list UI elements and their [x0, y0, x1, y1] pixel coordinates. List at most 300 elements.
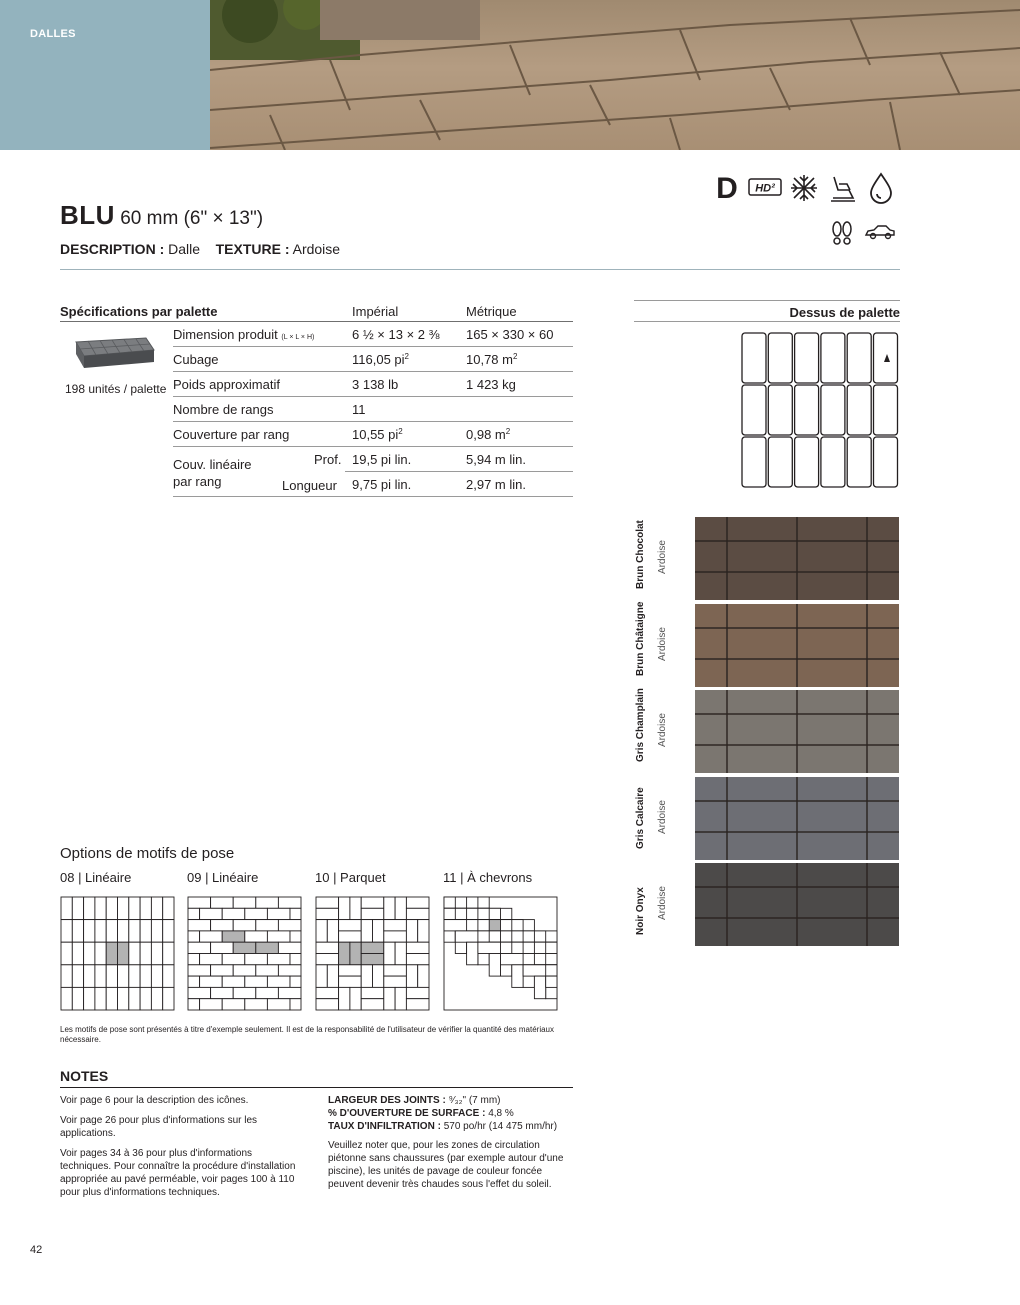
section-tag: DALLES [30, 28, 76, 40]
paver-unit [350, 987, 361, 1010]
paver-unit [361, 942, 384, 953]
paver-unit [339, 976, 362, 987]
spec-row [173, 347, 573, 372]
paver-unit [361, 999, 384, 1010]
paver-unit [455, 931, 478, 942]
joint-width-label: LARGEUR DES JOINTS : [328, 1095, 446, 1106]
spec-metric-value: 10,78 m [466, 352, 513, 367]
paver-unit [546, 976, 557, 987]
paver-unit [151, 920, 162, 943]
paver-unit [350, 942, 361, 965]
spec-metric [466, 427, 510, 442]
paver-unit [188, 954, 200, 965]
paver-unit [501, 954, 524, 965]
paver-unit [316, 999, 339, 1010]
paver-unit [373, 965, 384, 988]
paver-unit [245, 931, 268, 942]
paver-unit [489, 954, 500, 977]
spec-row [173, 372, 573, 397]
paver-unit [118, 920, 129, 943]
unit-exponent: 2 [404, 352, 409, 361]
paver-unit [188, 942, 211, 953]
notes-title: NOTES [60, 1068, 109, 1084]
hero-photo [210, 0, 1020, 150]
paver-unit [61, 897, 72, 920]
paver-unit [61, 987, 72, 1010]
pallet-top-diagram [741, 332, 901, 488]
pallet-slab [768, 437, 792, 487]
paver-unit [95, 920, 106, 943]
paver-unit [106, 942, 117, 965]
depth-label: Prof. [314, 452, 342, 467]
car-icon [864, 222, 896, 242]
paver-unit [361, 897, 384, 908]
joint-width-value: ⁹⁄₃₂" (7 mm) [448, 1095, 501, 1106]
spec-label: Nombre de rangs [173, 402, 274, 417]
description-line [60, 241, 340, 257]
notes-divider [60, 1087, 573, 1088]
paver-unit [129, 942, 140, 965]
paver-unit [327, 965, 338, 988]
infiltration-value: 570 po/hr (14 475 mm/hr) [443, 1121, 558, 1132]
paver-unit [316, 897, 339, 908]
paver-unit [256, 987, 279, 998]
pallet-slab [847, 333, 871, 383]
paver-unit [106, 987, 117, 1010]
snowflake-icon [790, 174, 818, 202]
swatch-joints [695, 517, 899, 600]
paver-unit [290, 976, 301, 987]
paver-unit [278, 987, 301, 998]
paver-unit [72, 920, 83, 943]
seat-icon [829, 174, 857, 202]
paver-unit [222, 999, 245, 1010]
description-label: DESCRIPTION : [60, 241, 165, 257]
paver-unit [222, 931, 245, 942]
color-name: Brun Chocolat [635, 520, 646, 589]
paver-unit [316, 942, 339, 953]
spec-header-metric: Métrique [466, 304, 517, 319]
paver-unit [118, 897, 129, 920]
section-band [0, 0, 210, 150]
joint-width [328, 1094, 568, 1107]
units-per-pallet: 198 unités / palette [65, 382, 167, 396]
notes-left-column [60, 1094, 300, 1206]
paver-unit [140, 897, 151, 920]
paver-unit [373, 920, 384, 943]
paver-unit [200, 931, 223, 942]
paver-unit [478, 942, 501, 953]
paver-unit [118, 965, 129, 988]
paver-unit [278, 965, 301, 976]
spec-metric: 165 × 330 × 60 [466, 327, 554, 342]
color-name: Gris Calcaire [635, 786, 646, 849]
paver-unit [512, 965, 523, 988]
spec-imperial: 11 [352, 402, 366, 417]
paver-unit [384, 942, 395, 965]
paver-unit [406, 954, 429, 965]
paver-unit [106, 920, 117, 943]
paver-unit [245, 976, 268, 987]
paver-unit [384, 987, 395, 1010]
paver-unit [129, 987, 140, 1010]
paver-unit [444, 897, 455, 908]
pallet-slab [874, 385, 898, 435]
pattern-linear-09-diagram [187, 896, 302, 1011]
paver-unit [188, 931, 200, 942]
paver-unit [163, 965, 174, 988]
heat-warning: Veuillez noter que, pour les zones de circulation piétonne sans chaussures (par exemple autour d'une piscine), les unités de pavage de couleur foncée peuvent devenir très chaudes sous l'effet du soleil. [328, 1140, 564, 1190]
spec-imperial: 3 138 lb [352, 377, 399, 392]
paver-unit [361, 965, 372, 988]
paver-unit [211, 987, 234, 998]
swatch-joints [695, 604, 899, 687]
spec-row [173, 472, 573, 497]
paver-unit [316, 920, 327, 943]
color-name: Brun Châtaigne [635, 601, 646, 676]
paver-unit [267, 908, 290, 919]
paver-unit [384, 965, 407, 976]
paver-unit [61, 965, 72, 988]
paver-unit [118, 942, 129, 965]
paver-unit [188, 920, 211, 931]
paver-unit [350, 897, 361, 920]
surface-opening [328, 1107, 568, 1120]
paver-unit [384, 897, 395, 920]
pallet-slab [847, 437, 871, 487]
spec-metric: 2,97 m lin. [466, 477, 526, 492]
paver-unit [72, 965, 83, 988]
paver-unit [211, 942, 234, 953]
paver-unit [327, 920, 338, 943]
paver-unit [200, 908, 223, 919]
drop-icon [868, 172, 894, 204]
spec-label: Couverture par rang [173, 427, 290, 442]
paver-unit [188, 897, 211, 908]
spec-imperial: 19,5 pi lin. [352, 452, 412, 467]
spec-label: Poids approximatif [173, 377, 280, 392]
pattern-linear-08-diagram [60, 896, 175, 1011]
paver-unit [84, 965, 95, 988]
paver-unit [233, 965, 256, 976]
pattern-herringbone-diagram [443, 896, 558, 1011]
paver-unit [406, 897, 429, 908]
spec-row [345, 447, 573, 472]
infiltration-label: TAUX D'INFILTRATION : [328, 1121, 441, 1132]
paver-unit [188, 908, 200, 919]
paver-unit [406, 942, 429, 953]
paver-unit [256, 965, 279, 976]
title-divider [60, 269, 900, 270]
product-title [60, 200, 263, 231]
paver-unit [233, 897, 256, 908]
paver-unit [395, 897, 406, 920]
paver-unit [256, 920, 279, 931]
paver-unit [72, 942, 83, 965]
paver-unit [163, 897, 174, 920]
paver-unit [290, 999, 301, 1010]
paver-unit [278, 920, 301, 931]
paver-unit [163, 942, 174, 965]
patterns-title: Options de motifs de pose [60, 845, 235, 862]
paver-unit [467, 942, 478, 965]
color-name: Noir Onyx [635, 887, 646, 935]
pallet-slab [795, 437, 819, 487]
surface-opening-value: 4,8 % [488, 1108, 514, 1119]
paver-unit [278, 897, 301, 908]
pallet-slab [768, 333, 792, 383]
page-number: 42 [30, 1244, 43, 1256]
paver-image [68, 336, 156, 372]
paver-unit [106, 897, 117, 920]
color-swatch [695, 604, 899, 687]
spec-label: Cubage [173, 352, 219, 367]
spec-label [173, 327, 314, 342]
color-texture: Ardoise [657, 886, 668, 920]
color-texture: Ardoise [657, 540, 668, 574]
paver-unit [95, 942, 106, 965]
paver-unit [361, 908, 384, 919]
paver-unit [140, 987, 151, 1010]
color-swatch [695, 777, 899, 860]
spec-header-title: Spécifications par palette [60, 304, 218, 319]
paver-unit [406, 965, 417, 988]
paver-unit [211, 965, 234, 976]
pallet-slab [821, 385, 845, 435]
pallet-slab [742, 437, 766, 487]
paver-unit [267, 999, 290, 1010]
notes-right-column [328, 1094, 568, 1191]
note-paragraph: Voir page 26 pour plus d'informations sur les applications. [60, 1115, 258, 1139]
spec-metric [466, 352, 517, 367]
paver-unit [316, 954, 339, 965]
paver-unit [339, 920, 362, 931]
paver-unit [233, 987, 256, 998]
footprints-icon [830, 220, 854, 246]
pallet-title: Dessus de palette [789, 305, 900, 320]
paver-unit [233, 942, 256, 953]
paver-unit [444, 920, 467, 931]
unit-exponent: 2 [398, 427, 403, 436]
paver-unit [84, 942, 95, 965]
paver-unit [267, 976, 290, 987]
pattern-label: 08 | Linéaire [60, 870, 132, 885]
product-name: BLU [60, 200, 115, 230]
paver-unit [523, 965, 546, 976]
paver-unit [245, 954, 268, 965]
patterns-disclaimer: Les motifs de pose sont présentés à titre d'exemple seulement. Il est de la responsabilité de l'utilisateur de vérifier la quantité des matériaux nécessaire. [60, 1025, 554, 1044]
paver-unit [163, 920, 174, 943]
spec-imperial: 9,75 pi lin. [352, 477, 412, 492]
color-name: Gris Champlain [635, 688, 646, 762]
paver-unit [61, 942, 72, 965]
texture-value: Ardoise [292, 241, 341, 257]
paver-unit [129, 920, 140, 943]
pallet-slab [742, 333, 766, 383]
paver-unit [339, 965, 362, 976]
paver-unit [140, 920, 151, 943]
pallet-slab [874, 437, 898, 487]
pattern-label: 11 | À chevrons [443, 870, 533, 885]
note-paragraph: Voir page 6 pour la description des icônes. [60, 1095, 249, 1106]
spec-header-imperial: Impérial [352, 304, 399, 319]
paver-unit [316, 987, 339, 998]
paver-unit [361, 987, 384, 998]
paver-unit [129, 965, 140, 988]
paver-unit [361, 954, 384, 965]
spec-imperial [352, 427, 403, 442]
paver-unit [140, 965, 151, 988]
paver-unit [61, 920, 72, 943]
paver-unit [211, 920, 234, 931]
surface-opening-label: % D'OUVERTURE DE SURFACE : [328, 1108, 486, 1119]
spec-label-note: (L × L × H) [281, 334, 315, 341]
color-swatch [695, 863, 899, 946]
spec-metric: 5,94 m lin. [466, 452, 526, 467]
paver-unit [267, 954, 290, 965]
paver-unit [151, 965, 162, 988]
pattern-label: 09 | Linéaire [187, 870, 259, 885]
swatch-joints [695, 690, 899, 773]
paver-unit [418, 965, 429, 988]
paver-unit [151, 987, 162, 1010]
spec-metric-value: 0,98 m [466, 427, 506, 442]
paver-unit [278, 942, 301, 953]
paver-unit [406, 908, 429, 919]
paver-unit [444, 908, 455, 919]
linear-label-line: par rang [173, 474, 222, 489]
paver-unit [406, 920, 417, 943]
swatch-joints [695, 777, 899, 860]
color-swatch [695, 517, 899, 600]
paver-unit [211, 897, 234, 908]
swatch-joints [695, 863, 899, 946]
d-icon: D [716, 172, 738, 205]
pattern-label: 10 | Parquet [315, 870, 386, 885]
paver-unit [95, 987, 106, 1010]
paver-unit [245, 908, 268, 919]
paver-unit [406, 999, 429, 1010]
paver-unit [151, 942, 162, 965]
paver-unit [339, 987, 350, 1010]
paver-unit [384, 976, 407, 987]
spec-metric: 1 423 kg [466, 377, 516, 392]
paver-unit [384, 920, 407, 931]
paver-unit [361, 920, 372, 943]
paver-unit [418, 920, 429, 943]
paver-unit [222, 976, 245, 987]
paver-unit [188, 965, 211, 976]
paver-unit [163, 987, 174, 1010]
paver-unit [316, 965, 327, 988]
paver-unit [118, 987, 129, 1010]
paver-unit [129, 897, 140, 920]
unit-exponent: 2 [505, 427, 511, 436]
pallet-slab [768, 385, 792, 435]
pattern-parquet-diagram [315, 896, 430, 1011]
length-label: Longueur [282, 478, 337, 493]
paver-unit [84, 897, 95, 920]
paver-unit [95, 897, 106, 920]
paver-unit [106, 965, 117, 988]
paver-unit [188, 976, 200, 987]
paver-unit [84, 920, 95, 943]
color-swatch [695, 690, 899, 773]
paver-unit [245, 999, 268, 1010]
linear-label-line: Couv. linéaire [173, 457, 252, 472]
paver-unit [384, 931, 407, 942]
paver-unit [95, 965, 106, 988]
pallet-slab [821, 437, 845, 487]
paver-unit [222, 954, 245, 965]
spec-table-header [60, 300, 573, 322]
unit-exponent: 2 [512, 352, 518, 361]
paver-unit [200, 954, 223, 965]
spec-imperial [352, 352, 409, 367]
spec-imperial: 6 ½ × 13 × 2 ⅜ [352, 327, 440, 342]
pallet-slab [742, 385, 766, 435]
paver-unit [290, 931, 301, 942]
spec-row [173, 422, 573, 447]
paver-unit [256, 942, 279, 953]
paver-unit [395, 942, 406, 965]
paver-unit [222, 908, 245, 919]
paver-unit [290, 908, 301, 919]
paver-unit [395, 987, 406, 1010]
paver-unit [267, 931, 290, 942]
pallet-slab [795, 333, 819, 383]
paver-unit [339, 942, 350, 965]
pallet-slab [795, 385, 819, 435]
texture-label: TEXTURE : [215, 241, 290, 257]
spec-row [173, 322, 573, 347]
paver-unit [316, 908, 339, 919]
paver-unit [290, 954, 301, 965]
spec-row [173, 397, 573, 422]
paver-unit [84, 987, 95, 1010]
spec-imperial-value: 116,05 pi [352, 352, 405, 367]
paver-unit [188, 987, 211, 998]
paver-unit [140, 942, 151, 965]
paver-unit [188, 999, 200, 1010]
paver-unit [72, 897, 83, 920]
paver-unit [339, 897, 350, 920]
product-size: 60 mm (6" × 13") [120, 208, 264, 229]
color-texture: Ardoise [657, 799, 668, 834]
paver-unit [534, 976, 545, 999]
paver-unit [72, 987, 83, 1010]
paver-unit [406, 987, 429, 998]
paver-unit [233, 920, 256, 931]
description-value: Dalle [168, 241, 201, 257]
color-texture: Ardoise [657, 713, 668, 747]
paver-unit [151, 897, 162, 920]
paver-unit [339, 931, 362, 942]
note-paragraph: Voir pages 34 à 36 pour plus d'informations techniques. Pour connaître la procédure d'installation appropriée au pavé perméable, voir pages 100 à 110 pour plus d'informations techniques. [60, 1148, 296, 1198]
paver-unit [200, 976, 223, 987]
pallet-slab [821, 333, 845, 383]
infiltration-rate [328, 1120, 568, 1133]
paver-unit [200, 999, 223, 1010]
hd2-text: HD² [755, 182, 775, 195]
spec-imperial-value: 10,55 pi [352, 427, 399, 442]
spec-label-text: Dimension produit [173, 327, 278, 342]
paver-unit [256, 897, 279, 908]
pallet-slab [847, 385, 871, 435]
color-texture: Ardoise [657, 626, 668, 661]
hd2-icon [748, 178, 782, 196]
pallet-header [634, 300, 900, 322]
